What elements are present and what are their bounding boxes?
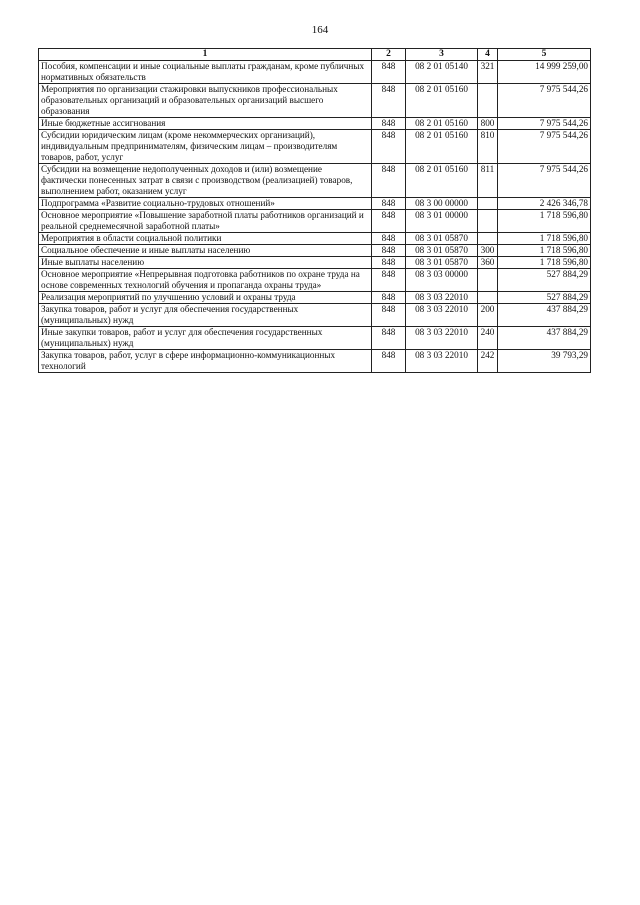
row-code-cell: 848 (372, 61, 406, 84)
row-type-cell: 810 (478, 130, 498, 164)
row-type-cell: 811 (478, 164, 498, 198)
row-name-cell: Закупка товаров, работ, услуг в сфере информационно-коммуникационных технологий (39, 350, 372, 373)
row-amount-cell: 39 793,29 (498, 350, 591, 373)
row-code-cell: 848 (372, 269, 406, 292)
row-type-cell: 321 (478, 61, 498, 84)
row-classification-cell: 08 3 03 22010 (406, 350, 478, 373)
row-type-cell (478, 292, 498, 304)
row-code-cell: 848 (372, 130, 406, 164)
row-classification-cell: 08 3 03 22010 (406, 292, 478, 304)
row-name-cell: Мероприятия по организации стажировки выпускников профессиональных образовательных организаций и образовательных организаций высшего образования (39, 84, 372, 118)
row-amount-cell: 437 884,29 (498, 304, 591, 327)
row-type-cell: 300 (478, 245, 498, 257)
row-classification-cell: 08 3 01 00000 (406, 210, 478, 233)
row-type-cell: 242 (478, 350, 498, 373)
row-type-cell: 200 (478, 304, 498, 327)
row-type-cell (478, 198, 498, 210)
row-amount-cell: 1 718 596,80 (498, 245, 591, 257)
row-classification-cell: 08 2 01 05160 (406, 84, 478, 118)
table-header-row (39, 49, 591, 61)
row-amount-cell: 527 884,29 (498, 269, 591, 292)
table-row (39, 327, 591, 350)
row-name-cell: Подпрограмма «Развитие социально-трудовых отношений» (39, 198, 372, 210)
row-amount-cell: 2 426 346,78 (498, 198, 591, 210)
column-header: 3 (406, 49, 478, 61)
row-type-cell (478, 84, 498, 118)
row-amount-cell: 437 884,29 (498, 327, 591, 350)
row-name-cell: Иные выплаты населению (39, 257, 372, 269)
row-name-cell: Социальное обеспечение и иные выплаты населению (39, 245, 372, 257)
row-name-cell: Пособия, компенсации и иные социальные выплаты гражданам, кроме публичных нормативных обязательств (39, 61, 372, 84)
table-row (39, 304, 591, 327)
row-name-cell: Реализация мероприятий по улучшению условий и охраны труда (39, 292, 372, 304)
row-amount-cell: 1 718 596,80 (498, 233, 591, 245)
table-row (39, 118, 591, 130)
row-name-cell: Субсидии на возмещение недополученных доходов и (или) возмещение фактически понесенных затрат в связи с производством (реализацией) товаров, выполнением работ, оказанием услуг (39, 164, 372, 198)
table-row (39, 292, 591, 304)
row-code-cell: 848 (372, 304, 406, 327)
table-row (39, 245, 591, 257)
row-name-cell: Основное мероприятие «Повышение заработной платы работников организаций и реальной среднемесячной заработной платы» (39, 210, 372, 233)
row-code-cell: 848 (372, 210, 406, 233)
row-code-cell: 848 (372, 198, 406, 210)
table-body (39, 61, 591, 373)
row-classification-cell: 08 3 01 05870 (406, 233, 478, 245)
table-row (39, 164, 591, 198)
row-classification-cell: 08 3 01 05870 (406, 245, 478, 257)
row-type-cell (478, 210, 498, 233)
row-classification-cell: 08 2 01 05160 (406, 164, 478, 198)
row-type-cell (478, 269, 498, 292)
row-code-cell: 848 (372, 327, 406, 350)
row-amount-cell: 7 975 544,26 (498, 164, 591, 198)
column-header: 1 (39, 49, 372, 61)
row-type-cell: 240 (478, 327, 498, 350)
row-amount-cell: 1 718 596,80 (498, 257, 591, 269)
row-amount-cell: 7 975 544,26 (498, 118, 591, 130)
row-type-cell: 800 (478, 118, 498, 130)
row-code-cell: 848 (372, 350, 406, 373)
row-code-cell: 848 (372, 118, 406, 130)
table-row (39, 210, 591, 233)
row-amount-cell: 527 884,29 (498, 292, 591, 304)
column-header: 5 (498, 49, 591, 61)
row-amount-cell: 14 999 259,00 (498, 61, 591, 84)
row-type-cell (478, 233, 498, 245)
row-name-cell: Субсидии юридическим лицам (кроме некоммерческих организаций), индивидуальным предпринимателям, физическим лицам – производителям товаров, работ, услуг (39, 130, 372, 164)
row-classification-cell: 08 3 03 22010 (406, 304, 478, 327)
row-code-cell: 848 (372, 292, 406, 304)
row-name-cell: Иные бюджетные ассигнования (39, 118, 372, 130)
table-row (39, 84, 591, 118)
page-number: 164 (311, 24, 329, 36)
row-amount-cell: 1 718 596,80 (498, 210, 591, 233)
row-amount-cell: 7 975 544,26 (498, 130, 591, 164)
table-row (39, 198, 591, 210)
row-classification-cell: 08 2 01 05160 (406, 118, 478, 130)
row-classification-cell: 08 3 03 00000 (406, 269, 478, 292)
row-name-cell: Закупка товаров, работ и услуг для обеспечения государственных (муниципальных) нужд (39, 304, 372, 327)
row-code-cell: 848 (372, 245, 406, 257)
row-classification-cell: 08 2 01 05140 (406, 61, 478, 84)
row-code-cell: 848 (372, 164, 406, 198)
row-code-cell: 848 (372, 257, 406, 269)
table-row (39, 233, 591, 245)
column-header: 2 (372, 49, 406, 61)
row-classification-cell: 08 2 01 05160 (406, 130, 478, 164)
table-row (39, 269, 591, 292)
table-row (39, 257, 591, 269)
table-row (39, 61, 591, 84)
row-name-cell: Иные закупки товаров, работ и услуг для обеспечения государственных (муниципальных) нужд (39, 327, 372, 350)
table-row (39, 350, 591, 373)
column-header: 4 (478, 49, 498, 61)
row-classification-cell: 08 3 01 05870 (406, 257, 478, 269)
row-classification-cell: 08 3 03 22010 (406, 327, 478, 350)
table-row (39, 130, 591, 164)
row-code-cell: 848 (372, 233, 406, 245)
row-amount-cell: 7 975 544,26 (498, 84, 591, 118)
budget-table (38, 48, 591, 373)
row-code-cell: 848 (372, 84, 406, 118)
row-type-cell: 360 (478, 257, 498, 269)
row-name-cell: Основное мероприятие «Непрерывная подготовка работников по охране труда на основе современных технологий обучения и пропаганда охраны труда» (39, 269, 372, 292)
row-name-cell: Мероприятия в области социальной политики (39, 233, 372, 245)
row-classification-cell: 08 3 00 00000 (406, 198, 478, 210)
